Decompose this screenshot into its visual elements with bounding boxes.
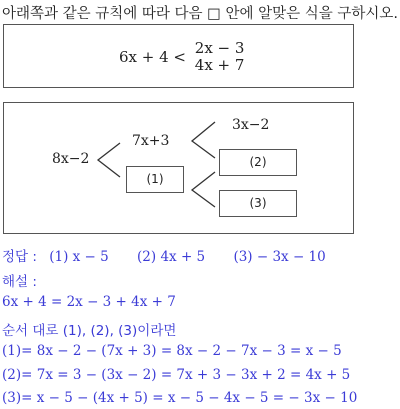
answer-label: 정답 :: [2, 249, 37, 265]
explanation-step-2: (2)= 7x = 3 − (3x − 2) = 7x + 3 − 3x + 2 = 4x + 5: [2, 367, 351, 383]
answer-box-1: [126, 166, 184, 193]
rule-top: 2x − 3: [194, 39, 245, 57]
answer-item-3: (3) − 3x − 10: [233, 249, 326, 265]
diagram-upper: 7x+3: [132, 133, 170, 149]
answer-line: [2, 245, 326, 265]
branch-chevron-2: [192, 122, 215, 158]
rule-bottom: 4x + 7: [194, 56, 245, 74]
diagram-start: 8x−2: [52, 151, 90, 167]
explanation-order: 순서 대로 (1), (2), (3)이라면: [2, 323, 177, 339]
explanation-rule: 6x + 4 = 2x − 3 + 4x + 7: [2, 294, 176, 310]
explanation-label: 해설 :: [2, 274, 37, 290]
answer-box-3: [219, 190, 297, 217]
box3-label: (3): [249, 196, 267, 210]
box1-label: (1): [146, 172, 164, 186]
explanation-step-3: (3)= x − 5 − (4x + 5) = x − 5 − 4x − 5 = − 3x − 10: [2, 390, 358, 406]
box2-label: (2): [249, 155, 267, 169]
answer-box-2: [219, 149, 297, 176]
rule-left: 6x + 4 <: [119, 48, 186, 66]
branch-chevron-1: [98, 143, 120, 177]
answer-item-1: (1) x − 5: [49, 249, 109, 265]
diagram-upper-right: 3x−2: [232, 117, 270, 133]
answer-item-2: (2) 4x + 5: [137, 249, 206, 265]
instruction-text: 아래쪽과 같은 규칙에 따라 다음 □ 안에 알맞은 식을 구하시오.: [2, 6, 398, 22]
explanation-step-1: (1)= 8x − 2 − (7x + 3) = 8x − 2 − 7x − 3 = x − 5: [2, 343, 342, 359]
branch-chevron-3: [192, 172, 215, 207]
